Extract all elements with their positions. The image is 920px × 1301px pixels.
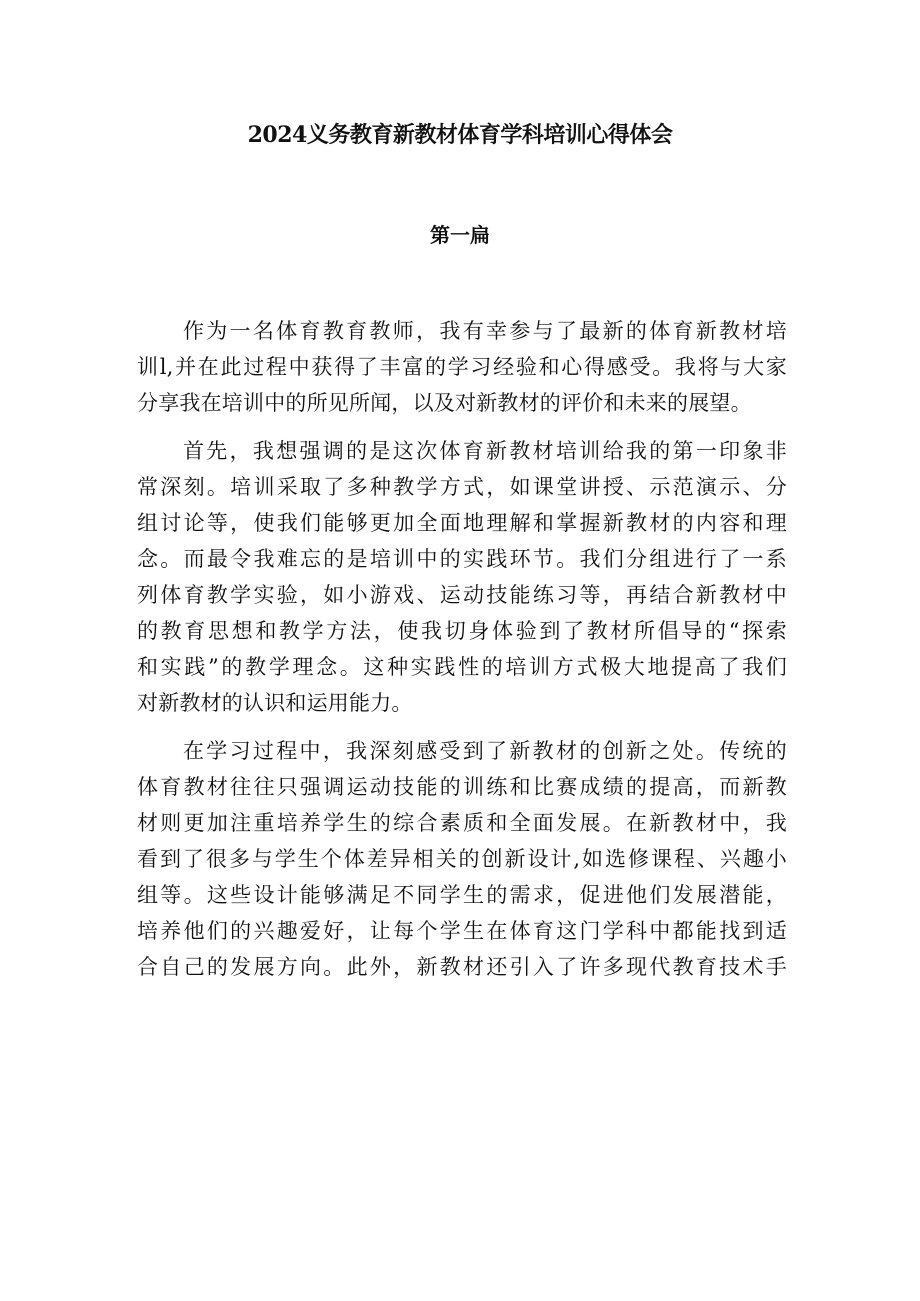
text-line: 体育教材往往只强调运动技能的训练和比赛成绩的提高，而新教 [137, 775, 787, 799]
text-line: 列体育教学实验，如小游戏、运动技能练习等，再结合新教材中 [137, 583, 787, 607]
text-line: 合自己的发展方向。此外，新教材还引入了许多现代教育技术手 [137, 955, 787, 979]
text-line: 培养他们的兴趣爱好，让每个学生在体育这门学科中都能找到适 [137, 919, 787, 943]
text-line: 看到了很多与学生个体差异相关的创新设计,如选修课程、兴趣小 [137, 847, 787, 871]
text-line: 对新教材的认识和运用能力。 [137, 691, 413, 715]
text-line: 常深刻。培训采取了多种教学方式，如课堂讲授、示范演示、分 [137, 475, 787, 499]
text-line: 材则更加注重培养学生的综合素质和全面发展。在新教材中，我 [137, 811, 787, 835]
document-body [137, 313, 787, 985]
text-line: 念。而最令我难忘的是培训中的实践环节。我们分组进行了一系 [137, 547, 787, 571]
text-line: 在学习过程中，我深刻感受到了新教材的创新之处。传统的 [183, 739, 787, 763]
text-line: 和实践”的教学理念。这种实践性的培训方式极大地提高了我们 [137, 655, 787, 679]
paragraph-2 [137, 433, 787, 721]
paragraph-1 [137, 313, 787, 421]
document-title: 2024义务教育新教材体育学科培训心得体会 [247, 122, 673, 148]
text-line: 训l,并在此过程中获得了丰富的学习经验和心得感受。我将与大家 [137, 355, 787, 379]
section-heading: 第一扁 [430, 223, 490, 247]
text-line: 分享我在培训中的所见所闻，以及对新教材的评价和未来的展望。 [137, 391, 752, 415]
text-line: 组讨论等，使我们能够更加全面地理解和掌握新教材的内容和理 [137, 511, 787, 535]
text-line: 组等。这些设计能够满足不同学生的需求，促进他们发展潜能， [137, 883, 787, 907]
text-line: 的教育思想和教学方法，使我切身体验到了教材所倡导的“探索 [137, 619, 787, 643]
paragraph-3 [137, 733, 787, 985]
text-line: 作为一名体育教育教师，我有幸参与了最新的体育新教材培 [183, 319, 787, 343]
text-line: 首先，我想强调的是这次体育新教材培训给我的第一印象非 [183, 439, 787, 463]
